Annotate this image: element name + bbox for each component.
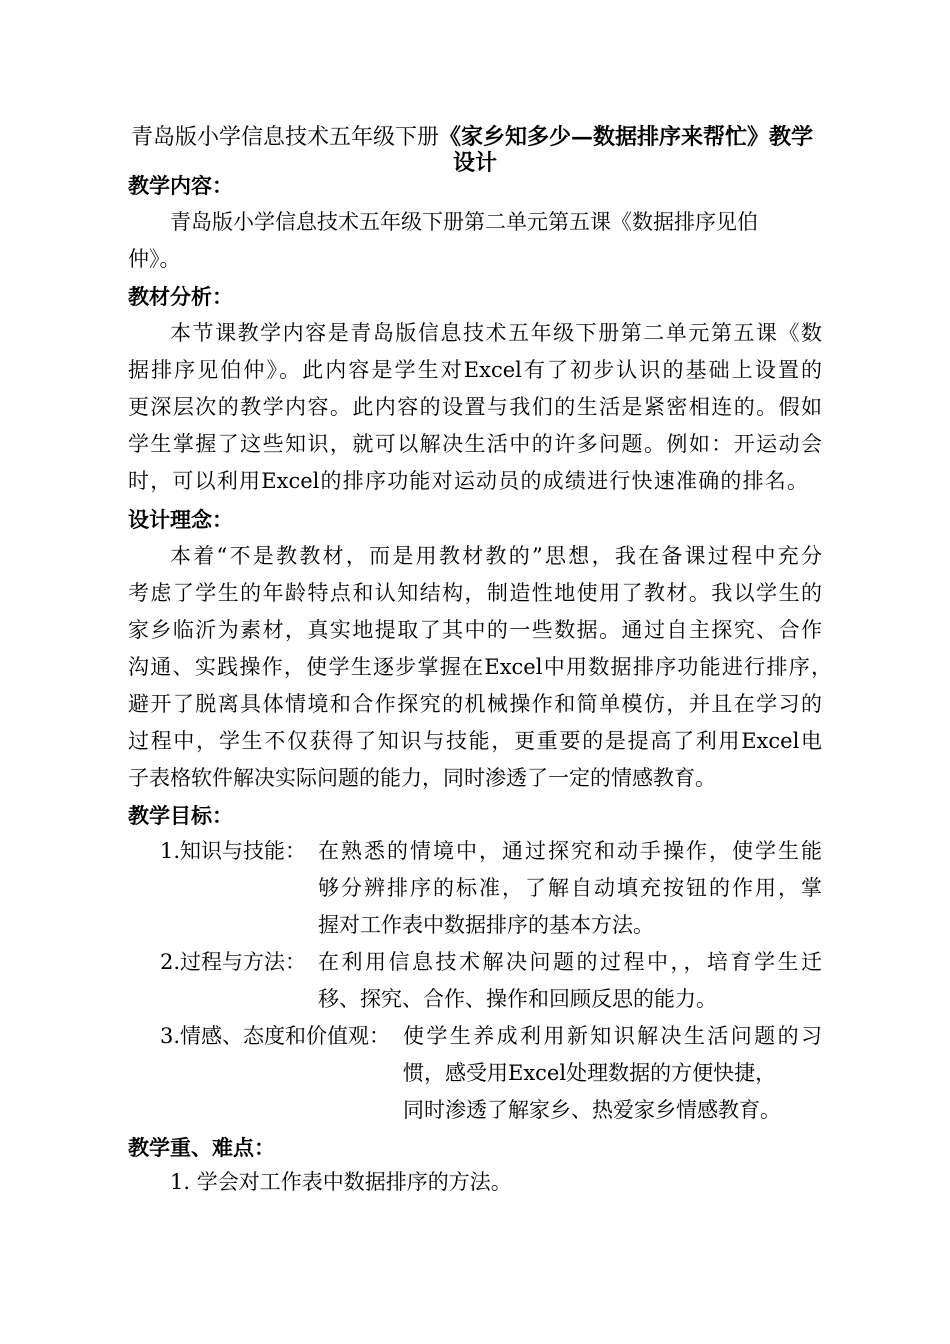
goal-2-line-2: 移、探究、合作、操作和回顾反思的能力。 <box>318 987 717 1011</box>
analysis-line-3: 更深层次的教学内容。此内容的设置与我们的生活是紧密相连的。假如 <box>128 395 822 419</box>
concept-line-2: 考虑了学生的年龄特点和认知结构，制造性地使用了教材。我以学生的 <box>128 581 822 605</box>
keypoint-item-1: 1. 学会对工作表中数据排序的方法。 <box>170 1170 512 1194</box>
section-heading-keypoints: 教学重、难点： <box>128 1136 275 1160</box>
analysis-line-1: 本节课教学内容是青岛版信息技术五年级下册第二单元第五课《数 <box>170 321 822 345</box>
goal-1-line-1: 在熟悉的情境中，通过探究和动手操作，使学生能 <box>318 839 822 863</box>
goal-1-label: 1.知识与技能： <box>160 839 307 863</box>
document-title-line-1 <box>131 122 813 153</box>
goal-2-line-1: 在利用信息技术解决问题的过程中，，培育学生迁 <box>318 950 822 974</box>
goal-3-label: 3.情感、态度和价值观： <box>160 1024 391 1048</box>
analysis-line-2: 据排序见伯仲》。此内容是学生对Excel有了初步认识的基础上设置的 <box>128 358 822 382</box>
content-line-2: 仲》。 <box>128 247 181 271</box>
concept-line-3: 家乡临沂为素材，真实地提取了其中的一些数据。通过自主探究、合作 <box>128 618 822 642</box>
concept-line-5: 避开了脱离具体情境和合作探究的机械操作和简单模仿，并且在学习的 <box>128 692 822 716</box>
section-heading-goals: 教学目标： <box>128 804 233 828</box>
section-heading-analysis: 教材分析： <box>128 285 233 309</box>
goal-3-line-3: 同时渗透了解家乡、热爱家乡情感教育。 <box>403 1098 781 1122</box>
concept-line-1: 本着“不是教教材，而是用教材教的”思想，我在备课过程中充分 <box>170 544 822 568</box>
analysis-line-4: 学生掌握了这些知识，就可以解决生活中的许多问题。例如：开运动会 <box>128 432 822 456</box>
analysis-line-5: 时，可以利用Excel的排序功能对运动员的成绩进行快速准确的排名。 <box>128 469 808 493</box>
goal-3-line-1: 使学生养成利用新知识解决生活问题的习 <box>403 1024 822 1048</box>
document-title-line-2: 设计 <box>452 150 497 176</box>
section-heading-concept: 设计理念： <box>128 508 233 532</box>
concept-line-4: 沟通、实践操作，使学生逐步掌握在Excel中用数据排序功能进行排序， <box>128 655 832 679</box>
title-part-2: 《家乡知多少—数据排序来帮忙》教学 <box>439 124 814 150</box>
goal-1-line-2: 够分辨排序的标准，了解自动填充按钮的作用，掌 <box>318 876 822 900</box>
section-heading-content: 教学内容： <box>128 174 233 198</box>
concept-line-6: 过程中，学生不仅获得了知识与技能，更重要的是提高了利用Excel电 <box>128 729 822 753</box>
concept-line-7: 子表格软件解决实际问题的能力，同时渗透了一定的情感教育。 <box>128 766 716 790</box>
title-part-1: 青岛版小学信息技术五年级下册 <box>131 125 440 150</box>
content-line-1: 青岛版小学信息技术五年级下册第二单元第五课《数据排序见伯 <box>170 210 758 234</box>
goal-1-line-3: 握对工作表中数据排序的基本方法。 <box>318 913 654 937</box>
goal-2-label: 2.过程与方法： <box>160 950 307 974</box>
goal-3-line-2: 惯，感受用Excel处理数据的方便快捷， <box>403 1061 777 1085</box>
